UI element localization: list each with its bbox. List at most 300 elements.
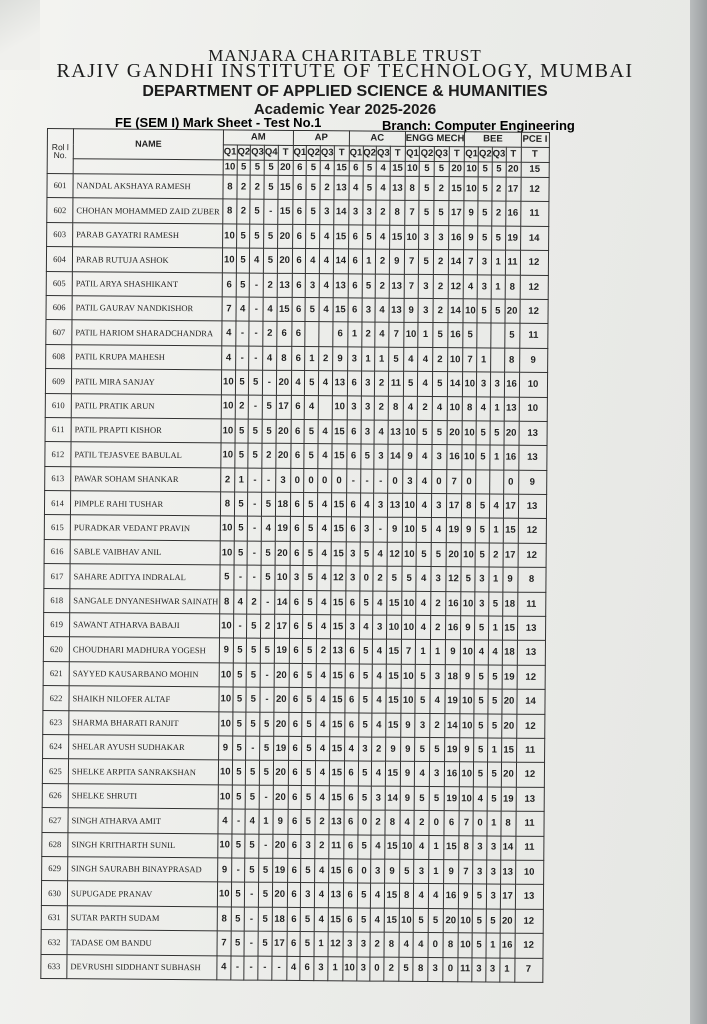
mark-cell: 8	[517, 567, 545, 592]
mark-cell: 8	[413, 957, 428, 982]
mark-cell: 20	[275, 541, 290, 566]
subject-header-ap: AP	[293, 130, 349, 145]
mark-cell: 6	[291, 346, 305, 370]
mark-cell: 3	[361, 420, 375, 444]
mark-cell: 2	[250, 175, 264, 199]
max-mark-cell: 15	[521, 162, 549, 177]
mark-cell: 17	[503, 543, 518, 568]
mark-cell: 18	[502, 641, 517, 666]
mark-cell: 5	[463, 323, 477, 347]
mark-cell: 6	[289, 688, 303, 712]
mark-cell: 16	[444, 762, 460, 787]
mark-cell: 6	[300, 956, 314, 980]
mark-cell: 8	[385, 810, 400, 835]
mark-cell: 1	[487, 738, 501, 762]
mark-cell: 10	[221, 419, 235, 443]
mark-cell: 3	[345, 615, 359, 639]
mark-cell: 4	[416, 615, 431, 640]
mark-cell: 10	[459, 908, 473, 932]
question-header: T	[449, 147, 465, 162]
mark-cell: 4	[306, 249, 320, 273]
mark-cell: 1	[477, 348, 491, 372]
mark-cell: 19	[272, 858, 287, 883]
mark-cell: 3	[361, 298, 375, 322]
max-mark-cell: 5	[434, 162, 449, 177]
mark-cell: 0	[428, 933, 443, 958]
mark-cell: 13	[333, 273, 348, 298]
mark-cell: 11	[458, 957, 472, 981]
mark-cell: 16	[445, 616, 461, 641]
mark-cell: 20	[501, 689, 516, 714]
mark-cell: 4	[222, 321, 236, 345]
mark-cell: 5	[248, 443, 262, 467]
mark-cell: 6	[343, 908, 357, 932]
student-name: SHELKE ARPITA SANRAKSHAN	[68, 759, 218, 785]
mark-cell: 5	[402, 567, 417, 592]
mark-cell: 5	[478, 226, 492, 250]
mark-cell: 0	[442, 957, 458, 982]
mark-cell: 7	[222, 297, 236, 321]
mark-cell: 5	[387, 566, 402, 591]
mark-cell: 15	[331, 542, 346, 567]
mark-cell: 3	[430, 664, 445, 689]
mark-cell: 5	[260, 712, 274, 736]
mark-cell: 13	[519, 421, 547, 446]
mark-cell: 10	[218, 785, 232, 809]
roll-number: 623	[43, 710, 69, 735]
question-header: Q1	[465, 147, 479, 162]
mark-cell: 2	[430, 616, 445, 641]
mark-cell: -	[248, 468, 262, 492]
student-name: SINGH ATHARVA AMIT	[68, 808, 218, 834]
mark-cell: -	[249, 321, 263, 345]
mark-cell: 20	[273, 834, 288, 859]
mark-cell: 15	[448, 177, 464, 202]
mark-cell: 6	[344, 786, 358, 810]
mark-cell: 1	[234, 468, 248, 492]
mark-cell: -	[260, 663, 274, 687]
mark-cell: 10	[218, 760, 232, 784]
question-header: T	[506, 147, 521, 162]
mark-cell: 13	[389, 298, 404, 323]
mark-cell: 3	[357, 932, 371, 956]
mark-cell: 9	[459, 884, 473, 908]
mark-cell: 4	[218, 809, 232, 833]
mark-cell: 5	[419, 250, 434, 275]
mark-cell: 1	[490, 397, 504, 421]
mark-cell: 5	[236, 273, 250, 297]
mark-cell: 9	[385, 737, 400, 762]
question-header: Q3	[434, 147, 449, 162]
mark-cell: 3	[374, 493, 388, 517]
mark-cell: 0	[290, 468, 304, 492]
mark-cell: 5	[487, 762, 501, 786]
mark-cell: 5	[432, 420, 447, 445]
max-mark-cell: 5	[237, 160, 251, 175]
mark-cell: 10	[460, 787, 474, 811]
mark-cell: 5	[236, 224, 250, 248]
mark-cell: 9	[461, 616, 475, 640]
mark-cell: 5	[360, 542, 374, 566]
mark-cell: 9	[404, 298, 419, 323]
mark-cell: 4	[315, 785, 329, 809]
mark-cell: 2	[372, 737, 386, 761]
mark-cell: 4	[261, 517, 275, 541]
question-header: T	[521, 147, 549, 162]
mark-cell: 8	[276, 346, 291, 371]
mark-cell: 8	[505, 275, 520, 300]
question-header: Q2	[478, 147, 492, 162]
mark-cell: 13	[389, 274, 404, 299]
mark-cell: 6	[290, 517, 304, 541]
mark-cell: 5	[488, 714, 502, 738]
mark-cell: -	[244, 931, 258, 955]
mark-cell: 5	[360, 444, 374, 468]
mark-cell: 10	[223, 224, 237, 248]
mark-cell: 5	[235, 370, 249, 394]
mark-cell: 4	[373, 591, 387, 615]
mark-cell: -	[247, 541, 261, 565]
mark-cell: 5	[433, 323, 448, 348]
mark-cell: -	[245, 882, 259, 906]
branch-label: Branch: Computer Engineering	[382, 118, 575, 133]
mark-cell: 5	[488, 665, 502, 689]
mark-cell: 12	[520, 250, 548, 275]
mark-cell: -	[259, 785, 273, 809]
mark-cell: 3	[358, 737, 372, 761]
mark-cell: 6	[287, 883, 301, 907]
mark-cell: 5	[264, 224, 278, 248]
mark-cell: 7	[463, 348, 477, 372]
mark-cell: 5	[475, 616, 489, 640]
mark-cell: 3	[434, 225, 449, 250]
mark-cell: 4	[474, 640, 488, 664]
mark-cell: 3	[490, 372, 504, 396]
mark-cell: -	[262, 468, 276, 492]
mark-cell: 3	[431, 567, 446, 592]
mark-cell: 5	[304, 541, 318, 565]
mark-cell: 12	[515, 933, 543, 958]
sheet-title: FE (SEM I) Mark Sheet - Test No.1	[115, 115, 322, 130]
mark-cell: 12	[328, 932, 343, 957]
mark-cell: 5	[419, 201, 434, 226]
mark-cell: 5	[260, 736, 274, 760]
mark-cell: 12	[445, 567, 461, 592]
mark-cell: 5	[362, 274, 376, 298]
mark-cell: 8	[462, 494, 476, 518]
mark-cell: 9	[384, 859, 399, 884]
mark-cell: 11	[515, 836, 543, 861]
mark-cell: 2	[433, 274, 448, 299]
mark-cell: 2	[375, 274, 389, 298]
mark-cell: 10	[515, 860, 543, 885]
name-header: NAME	[73, 129, 223, 160]
mark-cell: 2	[384, 957, 399, 982]
mark-cell: 10	[401, 615, 416, 640]
mark-cell: 10	[447, 396, 463, 421]
max-mark-cell: 5	[307, 161, 321, 176]
mark-cell: 5	[432, 372, 447, 397]
mark-cell: -	[235, 321, 249, 345]
mark-cell: 13	[515, 885, 543, 910]
mark-cell: 1	[361, 347, 375, 371]
mark-cell: 3	[429, 762, 444, 787]
mark-cell: 5	[302, 761, 316, 785]
mark-cell: 14	[388, 444, 403, 469]
mark-cell: 5	[357, 883, 371, 907]
mark-cell: 5	[478, 177, 492, 201]
mark-cell: 4	[418, 372, 433, 397]
mark-cell: 2	[235, 395, 249, 419]
mark-cell: 15	[330, 590, 345, 615]
mark-cell: 11	[520, 202, 548, 227]
mark-cell: 9	[464, 201, 478, 225]
mark-cell: -	[248, 517, 262, 541]
mark-cell: 10	[401, 664, 416, 689]
mark-cell: 6	[292, 273, 306, 297]
roll-number: 616	[44, 539, 70, 564]
mark-cell: 5	[264, 175, 278, 199]
mark-cell: 5	[247, 614, 261, 638]
roll-number: 632	[41, 930, 67, 955]
mark-cell: 2	[430, 713, 445, 738]
mark-cell: 5	[476, 494, 490, 518]
mark-cell: 4	[236, 297, 250, 321]
mark-cell: 4	[416, 591, 431, 616]
mark-cell: 18	[445, 664, 461, 689]
mark-cell: 5	[434, 201, 449, 226]
question-header: T	[278, 145, 293, 160]
mark-cell: 2	[261, 614, 275, 638]
roll-number: 610	[45, 393, 71, 418]
student-name: SHARMA BHARATI RANJIT	[69, 710, 219, 736]
academic-year: Academic Year 2025-2026	[253, 101, 437, 118]
mark-cell: 6	[290, 541, 304, 565]
mark-cell: 20	[277, 224, 292, 249]
mark-cell: 4	[416, 567, 431, 592]
mark-cell: 16	[445, 591, 461, 616]
mark-cell: 4	[317, 590, 331, 614]
mark-cell: 9	[443, 860, 459, 885]
mark-cell: 4	[359, 615, 373, 639]
mark-cell: 13	[334, 176, 349, 201]
max-mark-cell: 5	[251, 160, 265, 175]
mark-cell: -	[374, 469, 388, 493]
mark-cell: 6	[348, 249, 362, 273]
mark-cell: 5	[358, 786, 372, 810]
student-name: CHOHAN MOHAMMED ZAID ZUBER	[73, 198, 223, 224]
mark-cell: 5	[261, 565, 275, 589]
mark-cell: 10	[519, 397, 547, 422]
mark-cell: 10	[218, 833, 232, 857]
mark-cell: 4	[305, 395, 319, 419]
mark-cell: 6	[348, 225, 362, 249]
mark-cell: 5	[403, 371, 418, 396]
mark-cell: 12	[520, 275, 548, 300]
mark-cell: 5	[306, 224, 320, 248]
mark-cell: 12	[517, 665, 545, 690]
mark-cell: 17	[500, 884, 515, 909]
mark-cell: 5	[263, 248, 277, 272]
mark-cell: 2	[375, 371, 389, 395]
mark-cell: 4	[414, 884, 429, 909]
mark-cell: 6	[288, 785, 302, 809]
mark-cell: 7	[514, 958, 542, 983]
mark-cell: 18	[275, 492, 290, 517]
mark-cell: 4	[399, 932, 414, 957]
mark-cell: 5	[261, 541, 275, 565]
mark-cell: 10	[460, 713, 474, 737]
mark-cell: 6	[348, 298, 362, 322]
mark-cell: 5	[262, 492, 276, 516]
mark-cell: 4	[431, 518, 446, 543]
mark-cell: 13	[518, 494, 546, 519]
mark-cell: 12	[518, 519, 546, 544]
mark-cell: 5	[259, 761, 273, 785]
mark-cell: 15	[502, 616, 517, 641]
mark-cell: 10	[402, 542, 417, 567]
mark-cell: 5	[474, 713, 488, 737]
mark-cell: 14	[334, 200, 349, 225]
mark-cell: 2	[263, 322, 277, 346]
mark-cell: 1	[348, 322, 362, 346]
mark-cell: 9	[519, 348, 547, 373]
question-header: Q3	[320, 146, 334, 161]
mark-cell: 6	[222, 272, 236, 296]
mark-cell: 4	[376, 176, 390, 200]
mark-cell: 0	[432, 469, 447, 494]
mark-cell: 4	[374, 420, 388, 444]
mark-cell: 1	[430, 640, 445, 665]
mark-cell: -	[235, 346, 249, 370]
mark-cell: 3	[360, 517, 374, 541]
mark-cell: 1	[489, 567, 503, 591]
mark-cell: 0	[304, 468, 318, 492]
mark-cell: 4	[217, 955, 231, 979]
max-mark-cell: 6	[293, 160, 307, 175]
mark-cell: 3	[403, 469, 418, 494]
mark-cell: 13	[330, 639, 345, 664]
mark-cell: 5	[362, 225, 376, 249]
mark-cell: 5	[491, 299, 505, 323]
mark-cell: 4	[372, 761, 386, 785]
mark-cell: 5	[234, 492, 248, 516]
mark-cell: 5	[260, 639, 274, 663]
mark-cell: 6	[345, 712, 359, 736]
mark-cell: 5	[486, 909, 500, 933]
mark-cell: 9	[403, 445, 418, 470]
mark-cell: 8	[223, 199, 237, 223]
mark-cell: 15	[332, 444, 347, 469]
mark-cell: 5	[300, 932, 314, 956]
department-name: DEPARTMENT OF APPLIED SCIENCE & HUMANITIES	[142, 83, 548, 100]
mark-cell: -	[249, 346, 263, 370]
mark-cell: 10	[332, 395, 347, 420]
mark-cell: 6	[347, 444, 361, 468]
mark-cell: 10	[463, 372, 477, 396]
mark-cell: 19	[444, 738, 460, 763]
mark-cell: 0	[357, 859, 371, 883]
student-name: SAHARE ADITYA INDRALAL	[70, 564, 220, 590]
mark-cell: 5	[234, 541, 248, 565]
mark-cell: 10	[402, 518, 417, 543]
mark-cell: 9	[461, 665, 475, 689]
mark-cell: 2	[315, 810, 329, 834]
mark-cell: 10	[400, 835, 415, 860]
mark-cell: 3	[473, 860, 487, 884]
mark-cell: 5	[431, 542, 446, 567]
mark-cell: 20	[504, 421, 519, 446]
student-name: PATIL PRATIK ARUN	[71, 393, 221, 419]
mark-cell: 4	[263, 297, 277, 321]
mark-cell: 15	[328, 907, 343, 932]
mark-cell: 8	[220, 590, 234, 614]
mark-cell: 8	[384, 932, 399, 957]
mark-cell: 4	[360, 493, 374, 517]
mark-cell: 19	[275, 517, 290, 542]
mark-cell: 5	[231, 882, 245, 906]
student-name: SUTAR PARTH SUDAM	[67, 905, 217, 931]
mark-cell: 15	[386, 688, 401, 713]
mark-cell: 15	[384, 884, 399, 909]
mark-cell: 10	[221, 443, 235, 467]
mark-cell: 20	[276, 370, 291, 395]
mark-cell: 13	[387, 493, 402, 518]
mark-cell	[318, 395, 332, 419]
mark-cell: 11	[388, 371, 403, 396]
mark-cell: 4	[428, 884, 443, 909]
mark-cell: 10	[219, 711, 233, 735]
mark-cell: 0	[429, 811, 444, 836]
mark-cell: 13	[277, 273, 292, 298]
mark-cell: 2	[374, 396, 388, 420]
mark-cell: 5	[416, 542, 431, 567]
student-name: PIMPLE RAHI TUSHAR	[70, 491, 220, 517]
mark-cell: 5	[246, 687, 260, 711]
mark-cell: 5	[357, 835, 371, 859]
student-name: SANGALE DNYANESHWAR SAINATH	[70, 588, 220, 614]
subject-header-ac: AC	[349, 131, 405, 146]
mark-cell: 5	[306, 176, 320, 200]
mark-cell: 7	[389, 323, 404, 348]
mark-cell: 5	[489, 592, 503, 616]
question-header: Q3	[376, 146, 390, 161]
mark-cell: 4	[488, 640, 502, 664]
mark-cell: 10	[222, 248, 236, 272]
mark-cell: 14	[447, 299, 463, 324]
mark-cell: 3	[361, 371, 375, 395]
mark-cell: 5	[415, 737, 430, 762]
mark-cell: 1	[362, 249, 376, 273]
mark-cell: 5	[358, 761, 372, 785]
roll-number: 604	[46, 247, 72, 272]
student-name: SINGH SAURABH BINAYPRASAD	[68, 857, 218, 883]
mark-cell: 3	[477, 372, 491, 396]
mark-cell: 2	[262, 443, 276, 467]
institute-name: RAJIV GANDHI INSTITUTE OF TECHNOLOGY, MUMBAI	[56, 60, 634, 82]
mark-cell: 5	[415, 786, 430, 811]
mark-cell: 2	[433, 347, 448, 372]
student-name: SUPUGADE PRANAV	[67, 881, 217, 907]
mark-cell: 2	[361, 322, 375, 346]
student-name: SHELKE SHRUTI	[68, 783, 218, 809]
mark-cell: 9	[332, 346, 347, 371]
mark-cell: 5	[490, 421, 504, 445]
mark-cell: 10	[463, 299, 477, 323]
roll-number: 619	[44, 613, 70, 638]
mark-cell: 3	[414, 859, 429, 884]
mark-cell: 5	[487, 787, 501, 811]
